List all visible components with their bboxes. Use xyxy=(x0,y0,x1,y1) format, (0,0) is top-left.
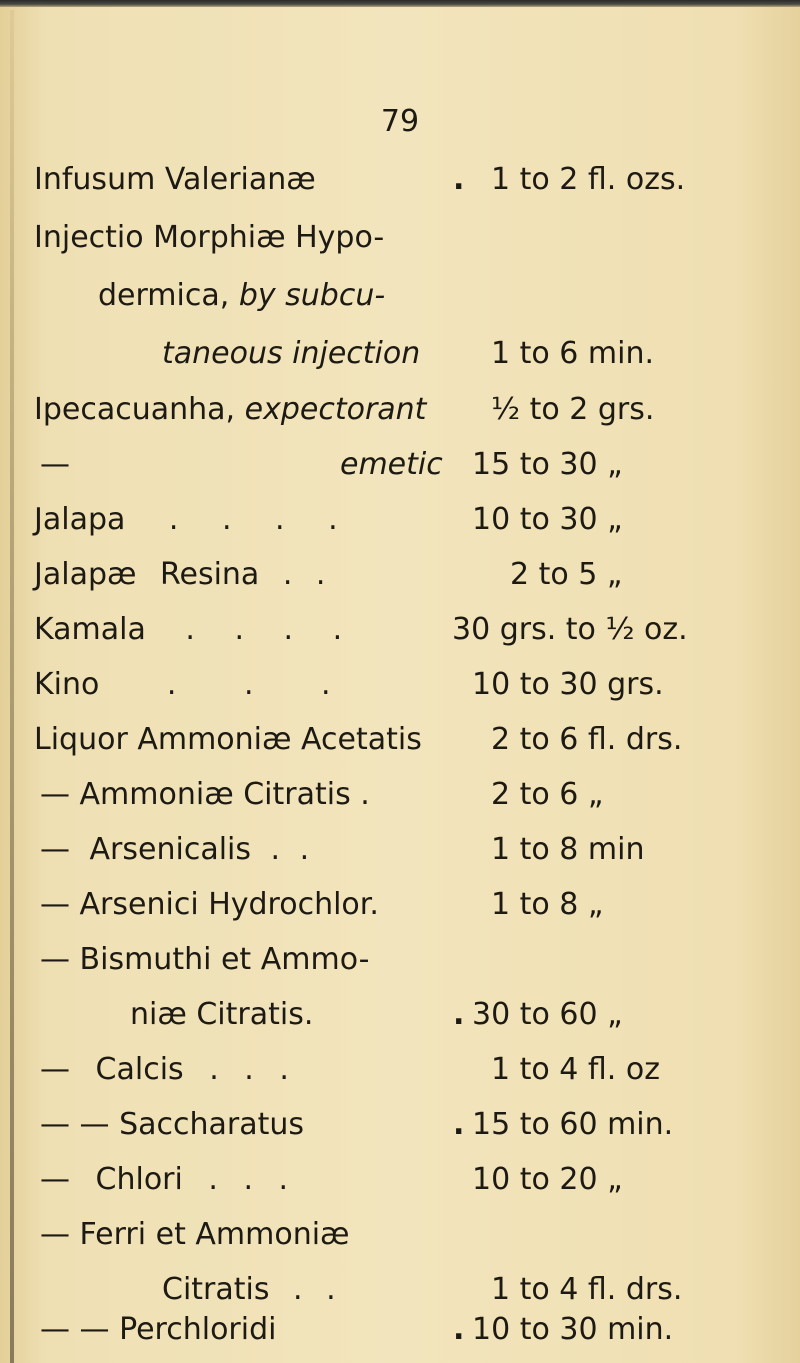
drug-name: Injectio Morphiæ Hypo- xyxy=(34,220,385,255)
dose: 2 to 6 „ xyxy=(491,777,604,812)
list-item xyxy=(0,498,800,542)
list-item xyxy=(0,828,800,872)
drug-name: — Bismuthi et Ammo- xyxy=(40,942,370,977)
list-item xyxy=(0,1103,800,1147)
list-item xyxy=(0,1268,800,1312)
name-part: dermica, xyxy=(98,278,230,313)
dose: 1 to 8 min xyxy=(491,832,645,867)
dose: ½ to 2 grs. xyxy=(491,392,655,427)
drug-name-continued: Citratis . . xyxy=(162,1272,336,1307)
dose: 1 to 8 „ xyxy=(491,887,604,922)
drug-name: — Ferri et Ammoniæ xyxy=(40,1217,350,1252)
list-item xyxy=(0,1308,800,1352)
list-item xyxy=(0,718,800,762)
list-item xyxy=(0,663,800,707)
drug-name-continued xyxy=(98,274,385,318)
leader-dot: . xyxy=(453,997,465,1032)
dose: 10 to 30 min. xyxy=(472,1312,674,1347)
drug-name: Infusum Valerianæ xyxy=(34,162,316,197)
list-item xyxy=(0,1048,800,1092)
list-item xyxy=(0,1213,800,1257)
dose: 1 to 6 min. xyxy=(491,336,655,371)
drug-name: — Arsenici Hydrochlor. xyxy=(40,887,379,922)
list-item xyxy=(0,158,800,202)
list-item xyxy=(0,938,800,982)
drug-name-continued: niæ Citratis. xyxy=(130,997,314,1032)
drug-name: Jalapa . . . . xyxy=(34,502,338,537)
leader-dot: . xyxy=(453,1107,465,1142)
drug-name: — — Perchloridi xyxy=(40,1312,277,1347)
page-number: 79 xyxy=(380,104,420,139)
dose: 2 to 6 fl. drs. xyxy=(491,722,683,757)
drug-name: Kamala . . . . xyxy=(34,612,343,647)
dose: 30 to 60 „ xyxy=(472,997,623,1032)
drug-name: Kino . . . xyxy=(34,667,331,702)
dose: 10 to 30 „ xyxy=(472,502,623,537)
leader-dot: . xyxy=(453,162,465,197)
leader-dot: . xyxy=(453,1312,465,1347)
dose: 2 to 5 „ xyxy=(510,557,623,592)
list-item xyxy=(0,883,800,927)
dose: 30 grs. to ½ oz. xyxy=(452,612,688,647)
dose: 15 to 30 „ xyxy=(472,447,623,482)
dose: 1 to 4 fl. oz xyxy=(491,1052,660,1087)
drug-name: — — Saccharatus xyxy=(40,1107,305,1142)
list-item xyxy=(0,216,800,260)
list-item xyxy=(0,443,800,487)
dose: 10 to 30 grs. xyxy=(472,667,664,702)
list-item xyxy=(0,553,800,597)
drug-name: Jalapæ Resina . . xyxy=(34,557,326,592)
drug-name: Liquor Ammoniæ Acetatis xyxy=(34,722,422,757)
dose: 15 to 60 min. xyxy=(472,1107,674,1142)
use-note: emetic xyxy=(340,447,443,482)
use-note: expectorant xyxy=(244,392,427,427)
list-item xyxy=(0,993,800,1037)
list-item xyxy=(0,608,800,652)
dose: 1 to 2 fl. ozs. xyxy=(491,162,686,197)
list-item xyxy=(0,332,800,376)
dose: 10 to 20 „ xyxy=(472,1162,623,1197)
list-item xyxy=(0,388,800,432)
drug-name: — Chlori . . . xyxy=(40,1162,289,1197)
dose: 1 to 4 fl. drs. xyxy=(491,1272,683,1307)
drug-name: — Ammoniæ Citratis . xyxy=(40,777,370,812)
route-note: by subcu- xyxy=(238,278,386,313)
route-note: taneous injection xyxy=(162,336,421,371)
list-item xyxy=(0,773,800,817)
list-item xyxy=(0,274,800,318)
drug-name: — Calcis . . . xyxy=(40,1052,289,1087)
ditto-dash: — xyxy=(40,447,70,482)
list-item xyxy=(0,1158,800,1202)
drug-name: — Arsenicalis . . xyxy=(40,832,310,867)
drug-name: Ipecacuanha, xyxy=(34,392,236,427)
